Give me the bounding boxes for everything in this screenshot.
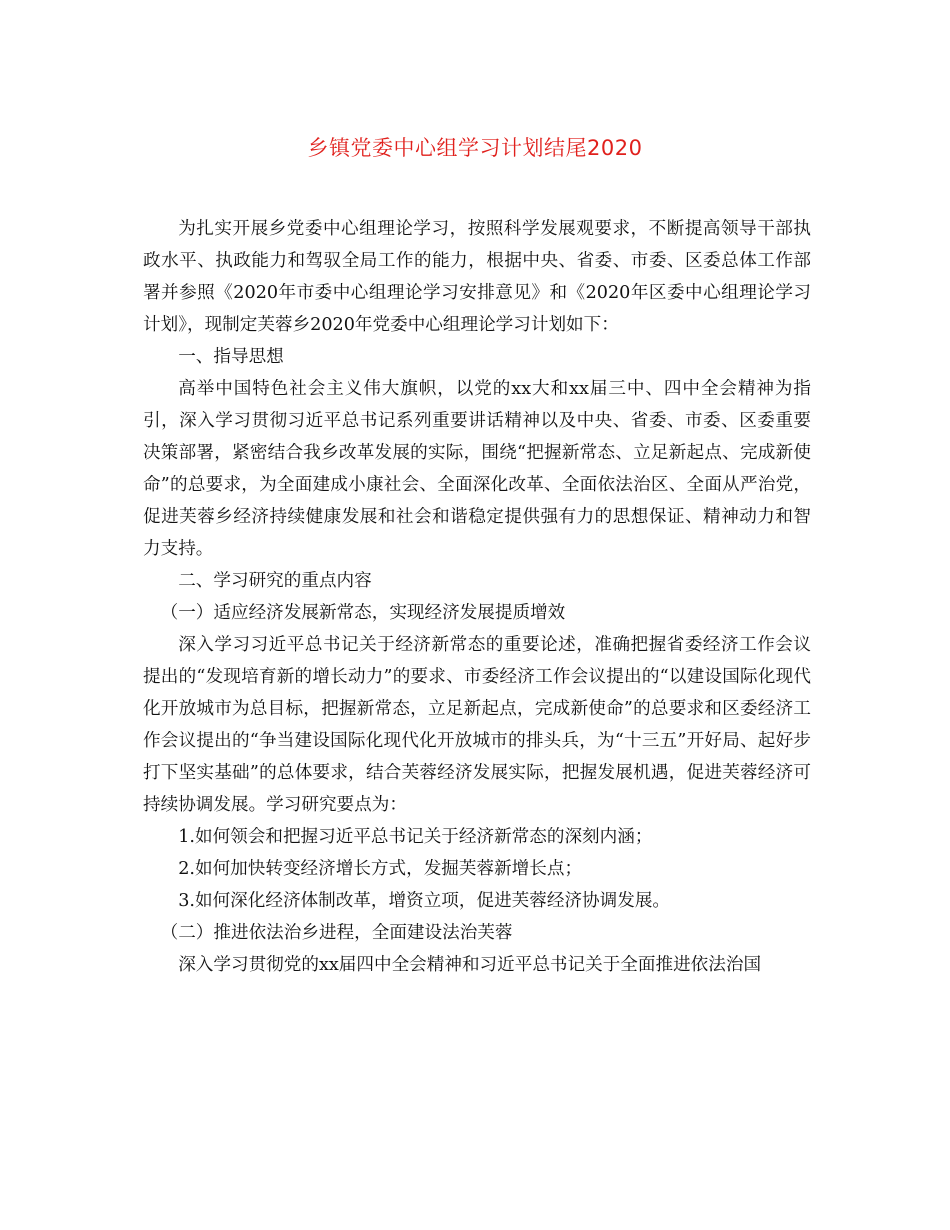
paragraph: 高举中国特色社会主义伟大旗帜，以党的xx大和xx届三中、四中全会精神为指引，深入学习贯彻习近平总书记系列重要讲话精神以及中央、省委、市委、区委重要决策部署，紧密结合我乡改革发展的实际，围绕“把握新常态、立足新起点、完成新使命”的总要求，为全面建成小康社会、全面深化改革、全面依法治区、全面从严治党，促进芙蓉乡经济持续健康发展和社会和谐稳定提供强有力的思想保证、精神动力和智力支持。: [143, 379, 811, 559]
paragraph: 为扎实开展乡党委中心组理论学习，按照科学发展观要求，不断提高领导干部执政水平、执政能力和驾驭全局工作的能力，根据中央、省委、市委、区委总体工作部署并参照《2020年市委中心组理论学习安排意见》和《2020年区委中心组理论学习计划》，现制定芙蓉乡2020年党委中心组理论学习计划如下：: [143, 219, 811, 335]
list-item: 1.如何领会和把握习近平总书记关于经济新常态的深刻内涵；: [178, 827, 653, 847]
list-item: 2.如何加快转变经济增长方式，发掘芙蓉新增长点；: [178, 859, 583, 879]
section-heading: 一、指导思想: [178, 347, 284, 367]
section-heading: 二、学习研究的重点内容: [178, 571, 372, 591]
document-body: [143, 213, 811, 981]
subsection-heading: （一）适应经济发展新常态，实现经济发展提质增效: [160, 603, 566, 623]
paragraph: 深入学习习近平总书记关于经济新常态的重要论述，准确把握省委经济工作会议提出的“发现培育新的增长动力”的要求、市委经济工作会议提出的“以建设国际化现代化开放城市为总目标，把握新常态，立足新起点，完成新使命”的总要求和区委经济工作会议提出的“争当建设国际化现代化开放城市的排头兵，为“十三五”开好局、起好步打下坚实基础”的总体要求，结合芙蓉经济发展实际，把握发展机遇，促进芙蓉经济可持续协调发展。学习研究要点为：: [143, 635, 811, 815]
subsection-heading: （二）推进依法治乡进程，全面建设法治芙蓉: [160, 923, 513, 943]
list-item: 3.如何深化经济体制改革，增资立项，促进芙蓉经济协调发展。: [178, 891, 671, 911]
paragraph: 深入学习贯彻党的xx届四中全会精神和习近平总书记关于全面推进依法治国: [178, 955, 762, 975]
document-title: 乡镇党委中心组学习计划结尾2020: [307, 136, 643, 160]
